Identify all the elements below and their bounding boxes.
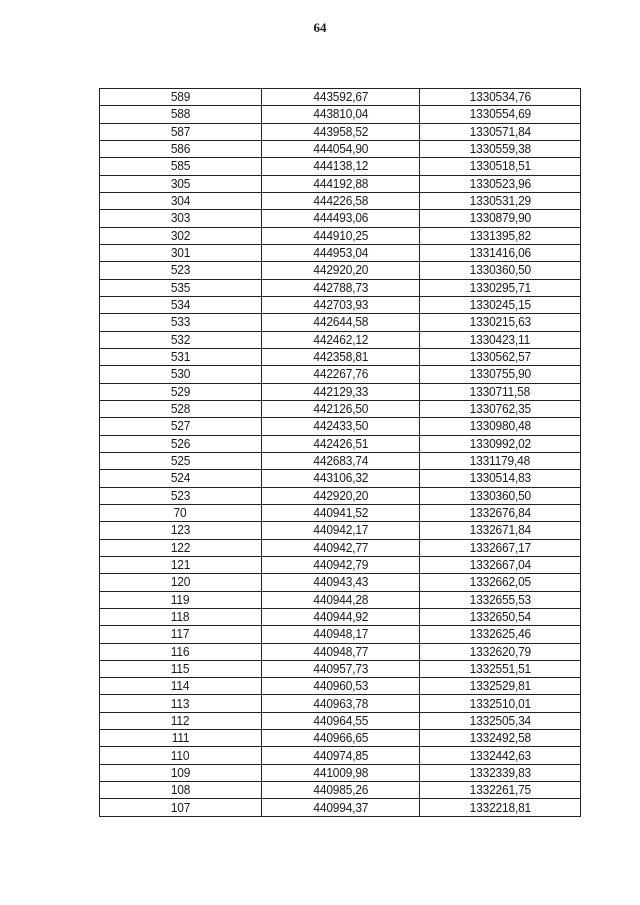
point-number-cell (100, 782, 262, 799)
coordinates-table (99, 88, 581, 817)
y-coordinate-cell (420, 574, 581, 591)
point-number-cell (100, 210, 262, 227)
cell-text: 1330423,11 (469, 331, 531, 347)
y-coordinate-cell (420, 348, 581, 365)
cell-text: 440942,77 (313, 539, 368, 555)
point-number-cell (100, 626, 262, 643)
point-number-cell (100, 799, 262, 816)
cell-text: 1330980,48 (469, 418, 531, 434)
cell-text: 1332551,51 (469, 660, 531, 676)
cell-text: 442126,50 (313, 401, 368, 417)
cell-text: 1330879,90 (469, 210, 531, 226)
y-coordinate-cell (420, 279, 581, 296)
cell-text: 1330711,58 (469, 383, 531, 399)
x-coordinate-cell (262, 487, 420, 504)
y-coordinate-cell (420, 608, 581, 625)
point-number-cell (100, 504, 262, 521)
cell-text: 442788,73 (313, 279, 368, 295)
cell-text: 1330755,90 (469, 366, 531, 382)
table-row (100, 400, 581, 417)
cell-text: 1330295,71 (469, 279, 531, 295)
cell-text: 114 (171, 678, 190, 694)
cell-text: 109 (170, 764, 191, 780)
cell-text: 1330215,63 (469, 314, 531, 330)
cell-text: 1332667,17 (469, 539, 531, 555)
x-coordinate-cell (262, 192, 420, 209)
table-row (100, 747, 581, 764)
cell-text: 1330360,50 (469, 262, 531, 278)
table-row (100, 279, 581, 296)
cell-text: 1332492,58 (469, 730, 531, 746)
cell-text: 440966,65 (313, 730, 368, 746)
y-coordinate-cell (420, 192, 581, 209)
cell-text: 440942,79 (313, 557, 368, 573)
cell-text: 531 (170, 349, 191, 365)
cell-text: 444910,25 (313, 227, 368, 243)
x-coordinate-cell (262, 556, 420, 573)
cell-text: 116 (171, 643, 190, 659)
table-row (100, 227, 581, 244)
x-coordinate-cell (262, 383, 420, 400)
cell-text: 535 (170, 279, 191, 295)
point-number-cell (100, 608, 262, 625)
y-coordinate-cell (420, 799, 581, 816)
x-coordinate-cell (262, 799, 420, 816)
point-number-cell (100, 522, 262, 539)
y-coordinate-cell (420, 89, 581, 106)
x-coordinate-cell (262, 296, 420, 313)
x-coordinate-cell (262, 452, 420, 469)
x-coordinate-cell (262, 591, 420, 608)
point-number-cell (100, 452, 262, 469)
cell-text: 440994,37 (313, 799, 368, 815)
cell-text: 528 (170, 401, 191, 417)
table-row (100, 331, 581, 348)
y-coordinate-cell (420, 452, 581, 469)
cell-text: 1332510,01 (469, 695, 531, 711)
y-coordinate-cell (420, 782, 581, 799)
table-row (100, 799, 581, 816)
x-coordinate-cell (262, 712, 420, 729)
cell-text: 120 (170, 574, 191, 590)
point-number-cell (100, 678, 262, 695)
x-coordinate-cell (262, 123, 420, 140)
table-row (100, 210, 581, 227)
cell-text: 123 (170, 522, 191, 538)
cell-text: 1330562,57 (469, 349, 531, 365)
point-number-cell (100, 331, 262, 348)
cell-text: 1330571,84 (469, 123, 531, 139)
table-row (100, 643, 581, 660)
cell-text: 444493,06 (313, 210, 368, 226)
x-coordinate-cell (262, 678, 420, 695)
x-coordinate-cell (262, 227, 420, 244)
cell-text: 303 (170, 210, 191, 226)
table-row (100, 296, 581, 313)
y-coordinate-cell (420, 123, 581, 140)
table-row (100, 608, 581, 625)
cell-text: 443958,52 (313, 123, 368, 139)
y-coordinate-cell (420, 400, 581, 417)
x-coordinate-cell (262, 782, 420, 799)
table-row (100, 626, 581, 643)
cell-text: 534 (170, 297, 191, 313)
x-coordinate-cell (262, 730, 420, 747)
cell-text: 442129,33 (313, 383, 368, 399)
cell-text: 444138,12 (313, 158, 368, 174)
point-number-cell (100, 227, 262, 244)
x-coordinate-cell (262, 175, 420, 192)
cell-text: 440948,17 (313, 626, 368, 642)
cell-text: 1332505,34 (469, 712, 531, 728)
cell-text: 525 (170, 453, 191, 469)
cell-text: 122 (170, 539, 191, 555)
cell-text: 1331395,82 (469, 227, 531, 243)
y-coordinate-cell (420, 418, 581, 435)
cell-text: 1332339,83 (469, 764, 531, 780)
table-row (100, 487, 581, 504)
x-coordinate-cell (262, 695, 420, 712)
cell-text: 532 (170, 331, 191, 347)
cell-text: 442683,74 (313, 453, 368, 469)
cell-text: 440944,92 (313, 609, 368, 624)
table-row (100, 764, 581, 781)
point-number-cell (100, 470, 262, 487)
x-coordinate-cell (262, 244, 420, 261)
cell-text: 442920,20 (313, 487, 368, 503)
point-number-cell (100, 643, 262, 660)
y-coordinate-cell (420, 522, 581, 539)
x-coordinate-cell (262, 106, 420, 123)
cell-text: 444054,90 (313, 141, 368, 157)
point-number-cell (100, 695, 262, 712)
cell-text: 1332261,75 (469, 782, 531, 798)
cell-text: 1331179,48 (469, 453, 531, 469)
cell-text: 1330360,50 (469, 487, 531, 503)
cell-text: 440948,77 (313, 643, 368, 659)
cell-text: 70 (174, 505, 187, 521)
cell-text: 589 (170, 89, 191, 105)
cell-text: 527 (170, 418, 191, 434)
table-row (100, 591, 581, 608)
table-row (100, 348, 581, 365)
cell-text: 1330554,69 (469, 106, 531, 122)
cell-text: 1332662,05 (469, 574, 531, 590)
table-row (100, 123, 581, 140)
y-coordinate-cell (420, 331, 581, 348)
cell-text: 1332667,04 (469, 557, 531, 573)
cell-text: 119 (171, 591, 190, 607)
table-row (100, 782, 581, 799)
cell-text: 107 (170, 799, 191, 815)
x-coordinate-cell (262, 643, 420, 660)
table-row (100, 383, 581, 400)
cell-text: 442703,93 (313, 297, 368, 313)
point-number-cell (100, 348, 262, 365)
point-number-cell (100, 89, 262, 106)
x-coordinate-cell (262, 210, 420, 227)
cell-text: 442920,20 (313, 262, 368, 278)
point-number-cell (100, 123, 262, 140)
cell-text: 441009,98 (313, 764, 368, 780)
y-coordinate-cell (420, 504, 581, 521)
table-row (100, 522, 581, 539)
cell-text: 108 (170, 782, 191, 798)
y-coordinate-cell (420, 244, 581, 261)
table-row (100, 695, 581, 712)
x-coordinate-cell (262, 522, 420, 539)
point-number-cell (100, 539, 262, 556)
x-coordinate-cell (262, 660, 420, 677)
cell-text: 442462,12 (313, 331, 368, 347)
cell-text: 440944,28 (313, 591, 368, 607)
cell-text: 442267,76 (313, 366, 368, 382)
y-coordinate-cell (420, 262, 581, 279)
x-coordinate-cell (262, 366, 420, 383)
table-row (100, 106, 581, 123)
cell-text: 118 (171, 609, 190, 624)
x-coordinate-cell (262, 279, 420, 296)
cell-text: 1330534,76 (469, 89, 531, 105)
cell-text: 526 (170, 435, 191, 451)
point-number-cell (100, 296, 262, 313)
x-coordinate-cell (262, 435, 420, 452)
cell-text: 443106,32 (313, 470, 368, 486)
point-number-cell (100, 747, 262, 764)
cell-text: 1330762,35 (469, 401, 531, 417)
table-row (100, 730, 581, 747)
cell-text: 444226,58 (313, 193, 368, 209)
cell-text: 1330559,38 (469, 141, 531, 157)
cell-text: 112 (171, 712, 190, 728)
x-coordinate-cell (262, 331, 420, 348)
point-number-cell (100, 140, 262, 157)
table-row (100, 435, 581, 452)
point-number-cell (100, 192, 262, 209)
table-row (100, 192, 581, 209)
table-row (100, 678, 581, 695)
cell-text: 524 (170, 470, 191, 486)
cell-text: 440957,73 (313, 660, 368, 676)
cell-text: 117 (171, 626, 190, 642)
point-number-cell (100, 175, 262, 192)
x-coordinate-cell (262, 504, 420, 521)
table-row (100, 140, 581, 157)
y-coordinate-cell (420, 296, 581, 313)
cell-text: 530 (170, 366, 191, 382)
table-row (100, 158, 581, 175)
cell-text: 442358,81 (313, 349, 368, 365)
cell-text: 1332620,79 (469, 643, 531, 659)
cell-text: 1332650,54 (469, 609, 531, 624)
cell-text: 440942,17 (313, 522, 368, 538)
cell-text: 1332655,53 (469, 591, 531, 607)
cell-text: 1332676,84 (469, 505, 531, 521)
cell-text: 442433,50 (313, 418, 368, 434)
x-coordinate-cell (262, 539, 420, 556)
point-number-cell (100, 730, 262, 747)
cell-text: 1332218,81 (469, 799, 531, 815)
cell-text: 529 (170, 383, 191, 399)
cell-text: 1332442,63 (469, 747, 531, 763)
table-row (100, 89, 581, 106)
x-coordinate-cell (262, 418, 420, 435)
y-coordinate-cell (420, 626, 581, 643)
y-coordinate-cell (420, 591, 581, 608)
x-coordinate-cell (262, 608, 420, 625)
y-coordinate-cell (420, 678, 581, 695)
cell-text: 1330518,51 (469, 158, 531, 174)
table-row (100, 504, 581, 521)
cell-text: 111 (171, 730, 190, 746)
x-coordinate-cell (262, 574, 420, 591)
y-coordinate-cell (420, 487, 581, 504)
y-coordinate-cell (420, 158, 581, 175)
cell-text: 533 (170, 314, 191, 330)
cell-text: 1332529,81 (469, 678, 531, 694)
point-number-cell (100, 418, 262, 435)
cell-text: 302 (170, 227, 191, 243)
cell-text: 444192,88 (313, 175, 368, 191)
x-coordinate-cell (262, 400, 420, 417)
x-coordinate-cell (262, 747, 420, 764)
y-coordinate-cell (420, 712, 581, 729)
y-coordinate-cell (420, 140, 581, 157)
point-number-cell (100, 435, 262, 452)
point-number-cell (100, 383, 262, 400)
cell-text: 443592,67 (313, 89, 368, 105)
x-coordinate-cell (262, 158, 420, 175)
point-number-cell (100, 556, 262, 573)
point-number-cell (100, 366, 262, 383)
cell-text: 1332625,46 (469, 626, 531, 642)
cell-text: 586 (170, 141, 191, 157)
point-number-cell (100, 712, 262, 729)
y-coordinate-cell (420, 730, 581, 747)
point-number-cell (100, 400, 262, 417)
table-row (100, 366, 581, 383)
table-row (100, 452, 581, 469)
y-coordinate-cell (420, 314, 581, 331)
y-coordinate-cell (420, 210, 581, 227)
cell-text: 440960,53 (313, 678, 368, 694)
y-coordinate-cell (420, 435, 581, 452)
cell-text: 440974,85 (313, 747, 368, 763)
cell-text: 1330531,29 (469, 193, 531, 209)
y-coordinate-cell (420, 539, 581, 556)
point-number-cell (100, 660, 262, 677)
point-number-cell (100, 574, 262, 591)
cell-text: 113 (171, 695, 190, 711)
point-number-cell (100, 262, 262, 279)
x-coordinate-cell (262, 262, 420, 279)
x-coordinate-cell (262, 764, 420, 781)
cell-text: 440963,78 (313, 695, 368, 711)
x-coordinate-cell (262, 140, 420, 157)
table-row (100, 418, 581, 435)
table-row (100, 539, 581, 556)
x-coordinate-cell (262, 314, 420, 331)
table-row (100, 262, 581, 279)
y-coordinate-cell (420, 660, 581, 677)
cell-text: 1331416,06 (469, 245, 531, 261)
point-number-cell (100, 244, 262, 261)
table-row (100, 574, 581, 591)
cell-text: 301 (170, 245, 191, 261)
cell-text: 1330245,15 (469, 297, 531, 313)
y-coordinate-cell (420, 747, 581, 764)
x-coordinate-cell (262, 470, 420, 487)
y-coordinate-cell (420, 366, 581, 383)
cell-text: 440941,52 (313, 505, 368, 521)
cell-text: 585 (170, 158, 191, 174)
point-number-cell (100, 314, 262, 331)
table-row (100, 470, 581, 487)
point-number-cell (100, 106, 262, 123)
cell-text: 442644,58 (313, 314, 368, 330)
cell-text: 1332671,84 (469, 522, 531, 538)
cell-text: 121 (170, 557, 191, 573)
point-number-cell (100, 279, 262, 296)
cell-text: 440985,26 (313, 782, 368, 798)
cell-text: 444953,04 (313, 245, 368, 261)
table-row (100, 712, 581, 729)
table-row (100, 314, 581, 331)
x-coordinate-cell (262, 89, 420, 106)
cell-text: 523 (170, 487, 191, 503)
x-coordinate-cell (262, 626, 420, 643)
cell-text: 1330514,83 (469, 470, 531, 486)
page-number: 64 (313, 20, 327, 35)
y-coordinate-cell (420, 643, 581, 660)
cell-text: 110 (171, 747, 190, 763)
cell-text: 1330523,96 (469, 175, 531, 191)
table-row (100, 660, 581, 677)
cell-text: 304 (170, 193, 191, 209)
cell-text: 442426,51 (313, 435, 368, 451)
cell-text: 440943,43 (313, 574, 368, 590)
y-coordinate-cell (420, 383, 581, 400)
cell-text: 305 (170, 175, 191, 191)
cell-text: 115 (171, 660, 190, 676)
cell-text: 587 (170, 123, 191, 139)
coordinates-table-body (100, 89, 581, 817)
cell-text: 588 (170, 106, 191, 122)
y-coordinate-cell (420, 175, 581, 192)
y-coordinate-cell (420, 764, 581, 781)
point-number-cell (100, 591, 262, 608)
cell-text: 1330992,02 (469, 435, 531, 451)
x-coordinate-cell (262, 348, 420, 365)
cell-text: 443810,04 (313, 106, 368, 122)
cell-text: 440964,55 (313, 712, 368, 728)
y-coordinate-cell (420, 227, 581, 244)
y-coordinate-cell (420, 556, 581, 573)
point-number-cell (100, 158, 262, 175)
y-coordinate-cell (420, 106, 581, 123)
table-row (100, 175, 581, 192)
point-number-cell (100, 487, 262, 504)
y-coordinate-cell (420, 470, 581, 487)
table-row (100, 556, 581, 573)
cell-text: 523 (170, 262, 191, 278)
table-row (100, 244, 581, 261)
y-coordinate-cell (420, 695, 581, 712)
point-number-cell (100, 764, 262, 781)
